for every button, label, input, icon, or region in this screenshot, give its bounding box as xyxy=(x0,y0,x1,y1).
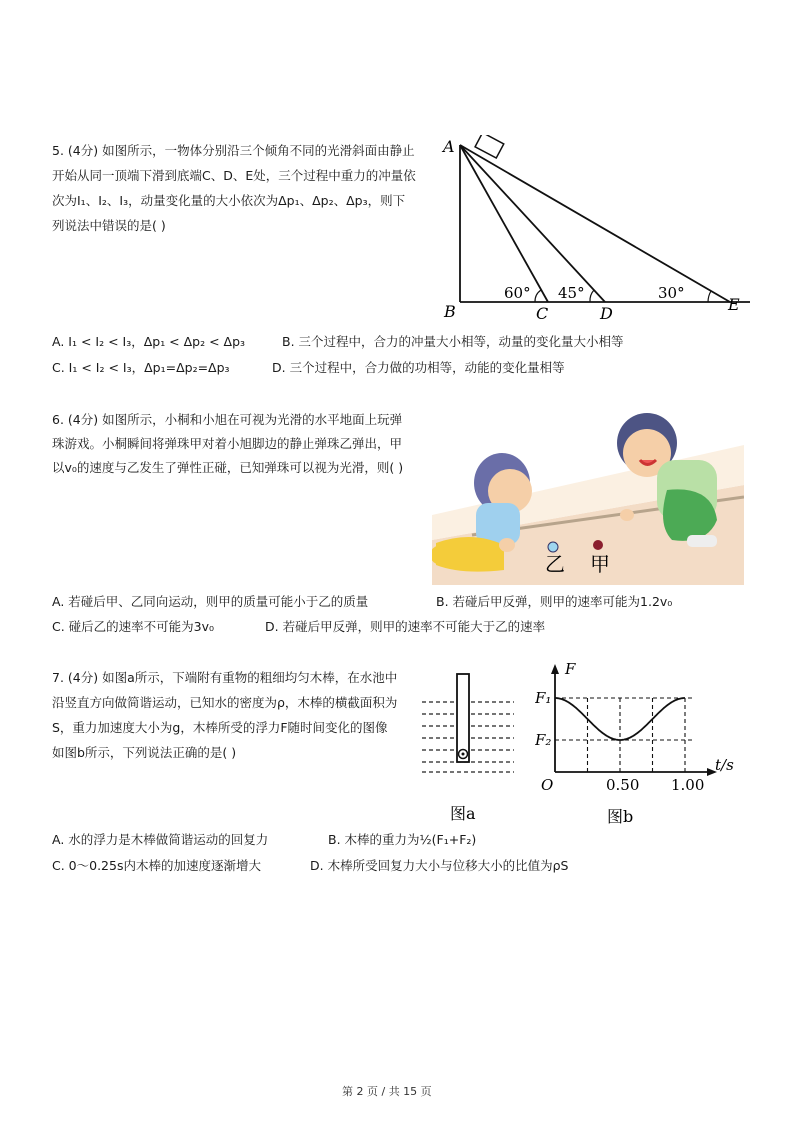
angle-45: 45° xyxy=(558,284,585,302)
q7-option-c[interactable]: C. 0～0.25s内木棒的加速度逐渐增大 xyxy=(52,858,261,873)
tick-label-f2: F₂ xyxy=(535,731,552,749)
tick-label-x-0.50: 0.50 xyxy=(606,776,640,794)
label-e: E xyxy=(728,295,740,314)
q6-line-1: 6. (4分) 如图所示，小桐和小旭在可视为光滑的水平地面上玩弹 xyxy=(52,412,403,427)
label-a: A xyxy=(443,137,455,156)
tick-label-x-1.00: 1.00 xyxy=(671,776,705,794)
q7-option-d[interactable]: D. 木棒所受回复力大小与位移大小的比值为ρS xyxy=(310,858,569,873)
label-d: D xyxy=(600,304,613,320)
q6-option-c[interactable]: C. 碰后乙的速率不可能为3v₀ xyxy=(52,619,215,634)
x-axis-label: t/s xyxy=(715,756,734,774)
fig-b-caption: 图b xyxy=(607,807,634,826)
q5-option-c[interactable]: C. I₁ < I₂ < I₃，Δp₁=Δp₂=Δp₃ xyxy=(52,360,230,375)
q5-line-1: 5. (4分) 如图所示，一物体分别沿三个倾角不同的光滑斜面由静止 xyxy=(52,143,415,158)
q7-line-4: 如图b所示，下列说法正确的是( ) xyxy=(52,745,237,760)
label-b: B xyxy=(444,302,456,320)
q7-figure-b-chart xyxy=(535,660,750,830)
angle-60: 60° xyxy=(504,284,531,302)
q7-option-b[interactable]: B. 木棒的重力为½(F₁+F₂) xyxy=(328,832,477,847)
q5-option-b[interactable]: B. 三个过程中，合力的冲量大小相等，动量的变化量大小相等 xyxy=(282,334,624,349)
q5-line-4: 列说法中错误的是( ) xyxy=(52,218,166,233)
q6-option-a[interactable]: A. 若碰后甲、乙同向运动，则甲的质量可能小于乙的质量 xyxy=(52,594,369,609)
q6-marble-illustration xyxy=(432,405,744,585)
q5-option-d[interactable]: D. 三个过程中，合力做的功相等，动能的变化量相等 xyxy=(272,360,565,375)
q6-line-3: 以v₀的速度与乙发生了弹性正碰，已知弹珠可以视为光滑，则( ) xyxy=(52,460,404,475)
q7-line-3: S，重力加速度大小为g，木棒所受的浮力F随时间变化的图像 xyxy=(52,720,388,735)
origin-label: O xyxy=(541,776,554,794)
y-axis-label: F xyxy=(565,660,576,678)
q6-option-d[interactable]: D. 若碰后甲反弹，则甲的速率不可能大于乙的速率 xyxy=(265,619,546,634)
y-axis-arrow xyxy=(551,664,559,674)
q5-incline-figure xyxy=(440,135,750,320)
q6-line-2: 珠游戏。小桐瞬间将弹珠甲对着小旭脚边的静止弹珠乙弹出，甲 xyxy=(52,436,403,451)
marble-b-label: 乙 xyxy=(545,552,565,576)
q5-option-a[interactable]: A. I₁ < I₂ < I₃，Δp₁ < Δp₂ < Δp₃ xyxy=(52,334,246,349)
tick-label-f1: F₁ xyxy=(535,689,552,707)
marble-a-label: 甲 xyxy=(590,552,610,576)
q6-option-b[interactable]: B. 若碰后甲反弹，则甲的速率可能为1.2v₀ xyxy=(436,594,673,609)
q7-line-1: 7. (4分) 如图a所示，下端附有重物的粗细均匀木棒，在水池中 xyxy=(52,670,398,685)
q5-line-2: 开始从同一顶端下滑到底端C、D、E处，三个过程中重力的冲量依 xyxy=(52,168,416,183)
q7-figure-a xyxy=(418,668,518,828)
page-footer: 第 2 页 / 共 15 页 xyxy=(342,1085,432,1098)
label-c: C xyxy=(536,304,549,320)
q7-line-2: 沿竖直方向做简谐运动，已知水的密度为ρ，木棒的横截面积为 xyxy=(52,695,398,710)
q7-option-a[interactable]: A. 水的浮力是木棒做简谐运动的回复力 xyxy=(52,832,269,847)
q5-line-3: 次为I₁、I₂、I₃，动量变化量的大小依次为Δp₁、Δp₂、Δp₃，则下 xyxy=(52,193,406,208)
angle-30: 30° xyxy=(658,284,685,302)
fig-a-caption: 图a xyxy=(450,804,476,823)
